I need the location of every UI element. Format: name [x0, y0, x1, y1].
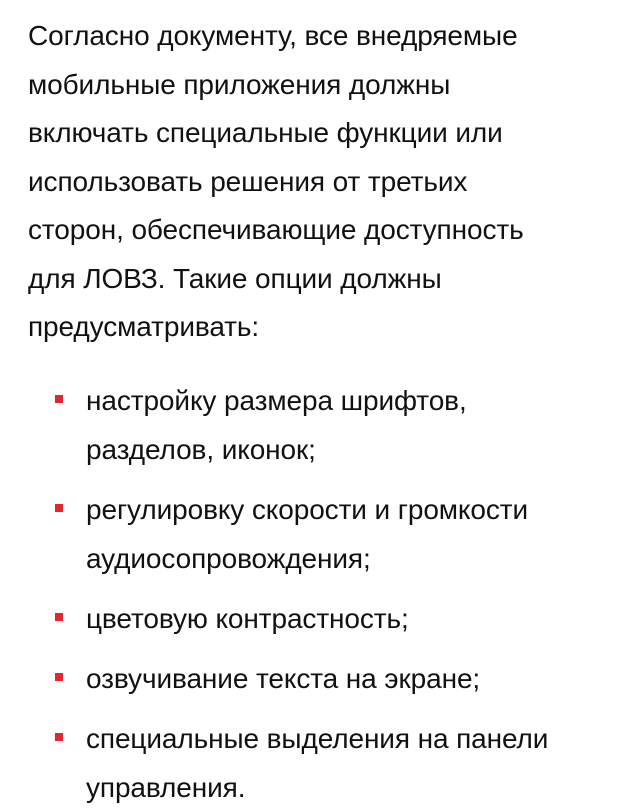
square-bullet-icon: [55, 395, 63, 403]
list-item: [28, 376, 616, 474]
list-item: [28, 485, 616, 583]
intro-line: для ЛОВЗ. Такие опции должны: [28, 262, 442, 294]
square-bullet-icon: [55, 673, 63, 681]
intro-line: сторон, обеспечивающие доступность: [28, 214, 524, 245]
feature-list: [28, 376, 616, 812]
intro-line: мобильные приложения должны: [28, 68, 451, 100]
list-item-line: управления.: [86, 771, 246, 803]
square-bullet-icon: [55, 504, 63, 512]
list-item-line: аудиосопровождения;: [86, 542, 371, 574]
list-item: [28, 594, 616, 643]
list-item-line: регулировку скорости и громкости: [86, 493, 529, 525]
square-bullet-icon: [55, 613, 63, 621]
square-bullet-icon: [55, 733, 63, 741]
intro-line: включать специальные функции или: [28, 117, 503, 148]
intro-paragraph: [28, 12, 616, 352]
list-item: [28, 714, 616, 812]
intro-line: предусматривать:: [28, 311, 260, 342]
list-item-line: озвучивание текста на экране;: [86, 662, 481, 694]
intro-line: использовать решения от третьих: [28, 165, 468, 197]
intro-line: Согласно документу, все внедряемые: [28, 20, 518, 51]
list-item-line: настройку размера шрифтов,: [86, 384, 467, 416]
list-item: [28, 654, 616, 703]
list-item-line: цветовую контрастность;: [86, 602, 409, 634]
list-item-line: разделов, иконок;: [86, 433, 316, 465]
list-item-line: специальные выделения на панели: [86, 722, 549, 754]
